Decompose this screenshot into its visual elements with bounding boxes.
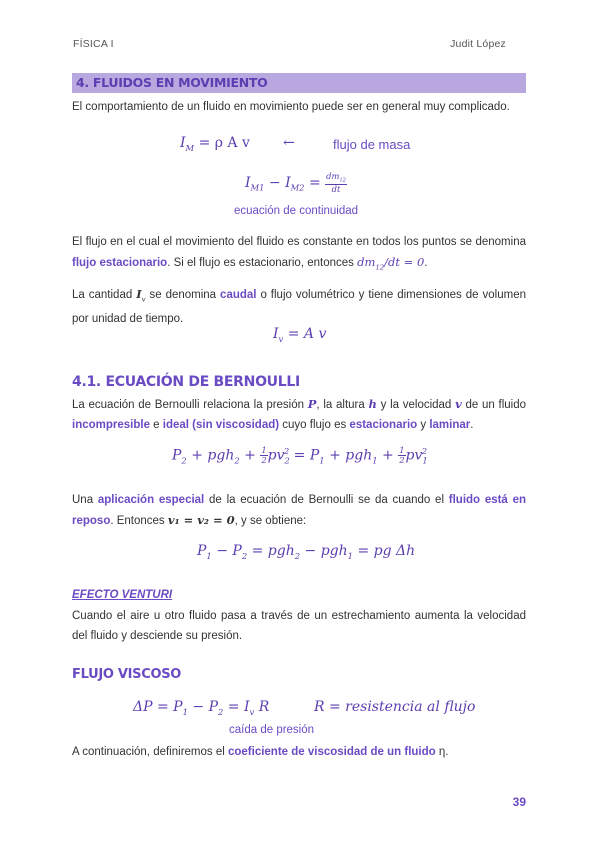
- page-number: 39: [512, 795, 526, 809]
- paragraph-caudal: La cantidad $I_v$ se denomina caudal o flujo volumétrico y tiene dimensiones de volumen por unidad de tiempo.: [72, 287, 526, 326]
- section-title: 4. FLUIDOS EN MOVIMIENTO: [76, 75, 268, 90]
- paragraph-steady-flow: El flujo en el cual el movimiento del fluido es constante en todos los puntos se denomina flujo estacionario. Si el flujo es estacionario, entonces $dm_{12}/dt = 0$.: [72, 236, 526, 272]
- paragraph-viscosity: A continuación, definiremos el coeficiente de viscosidad de un fluido η.: [72, 746, 449, 758]
- header-subject: FÍSICA I: [73, 38, 114, 50]
- arrow-left-icon: ←: [283, 135, 295, 151]
- equation-hydrostatic: $P_1 - P_2 = pgh_2 - pgh_1$ = pg Δh: [197, 543, 416, 561]
- equation-caudal: $I_v = A$ v: [273, 326, 327, 344]
- paragraph-rest: Una aplicación especial de la ecuación de Bernoulli se da cuando el fluido está en reposo. Entonces v₁ = v₂ = 0, y se obtiene:: [72, 494, 527, 527]
- equation-bernoulli: $P_2 + pgh_2$ + $\frac{1}{2}$ $pv_2^2 = P_1 + pgh_1$ + $\frac{1}{2}$ $pv_1^2$: [172, 445, 428, 466]
- equation-pressure-drop: $\Delta P = P_1 - P_2 = I_v$ R: [133, 699, 270, 717]
- continuity-caption: ecuación de continuidad: [234, 205, 359, 217]
- equation-resistance: R = resistencia al flujo: [314, 699, 476, 715]
- pressure-drop-caption: caída de presión: [229, 724, 315, 736]
- flujo-viscoso-title: FLUJO VISCOSO: [72, 667, 182, 682]
- equation-mass-flow: $I_M = \rho$ A v: [180, 135, 250, 153]
- header-author: Judit López: [450, 38, 506, 50]
- subsection-bernoulli-title: 4.1. ECUACIÓN DE BERNOULLI: [72, 374, 300, 390]
- section-heading-bar: [72, 73, 526, 93]
- paragraph-bernoulli: La ecuación de Bernoulli relaciona la presión P, la altura h y la velocidad v de un fluido incompresible e ideal (sin viscosidad) cuyo flujo es estacionario y laminar.: [72, 397, 526, 431]
- paragraph-venturi: Cuando el aire u otro fluido pasa a través de un estrechamiento aumenta la velocidad del fluido y desciende su presión.: [72, 610, 526, 642]
- paragraph-intro: El comportamiento de un fluido en movimiento puede ser en general muy complicado.: [72, 101, 510, 113]
- venturi-title: EFECTO VENTURI: [72, 589, 173, 601]
- mass-flow-label: flujo de masa: [333, 137, 411, 152]
- equation-continuity: $I_{M1} - I_{M2}$ = $\frac{dm_{12}}{dt}$: [245, 171, 346, 194]
